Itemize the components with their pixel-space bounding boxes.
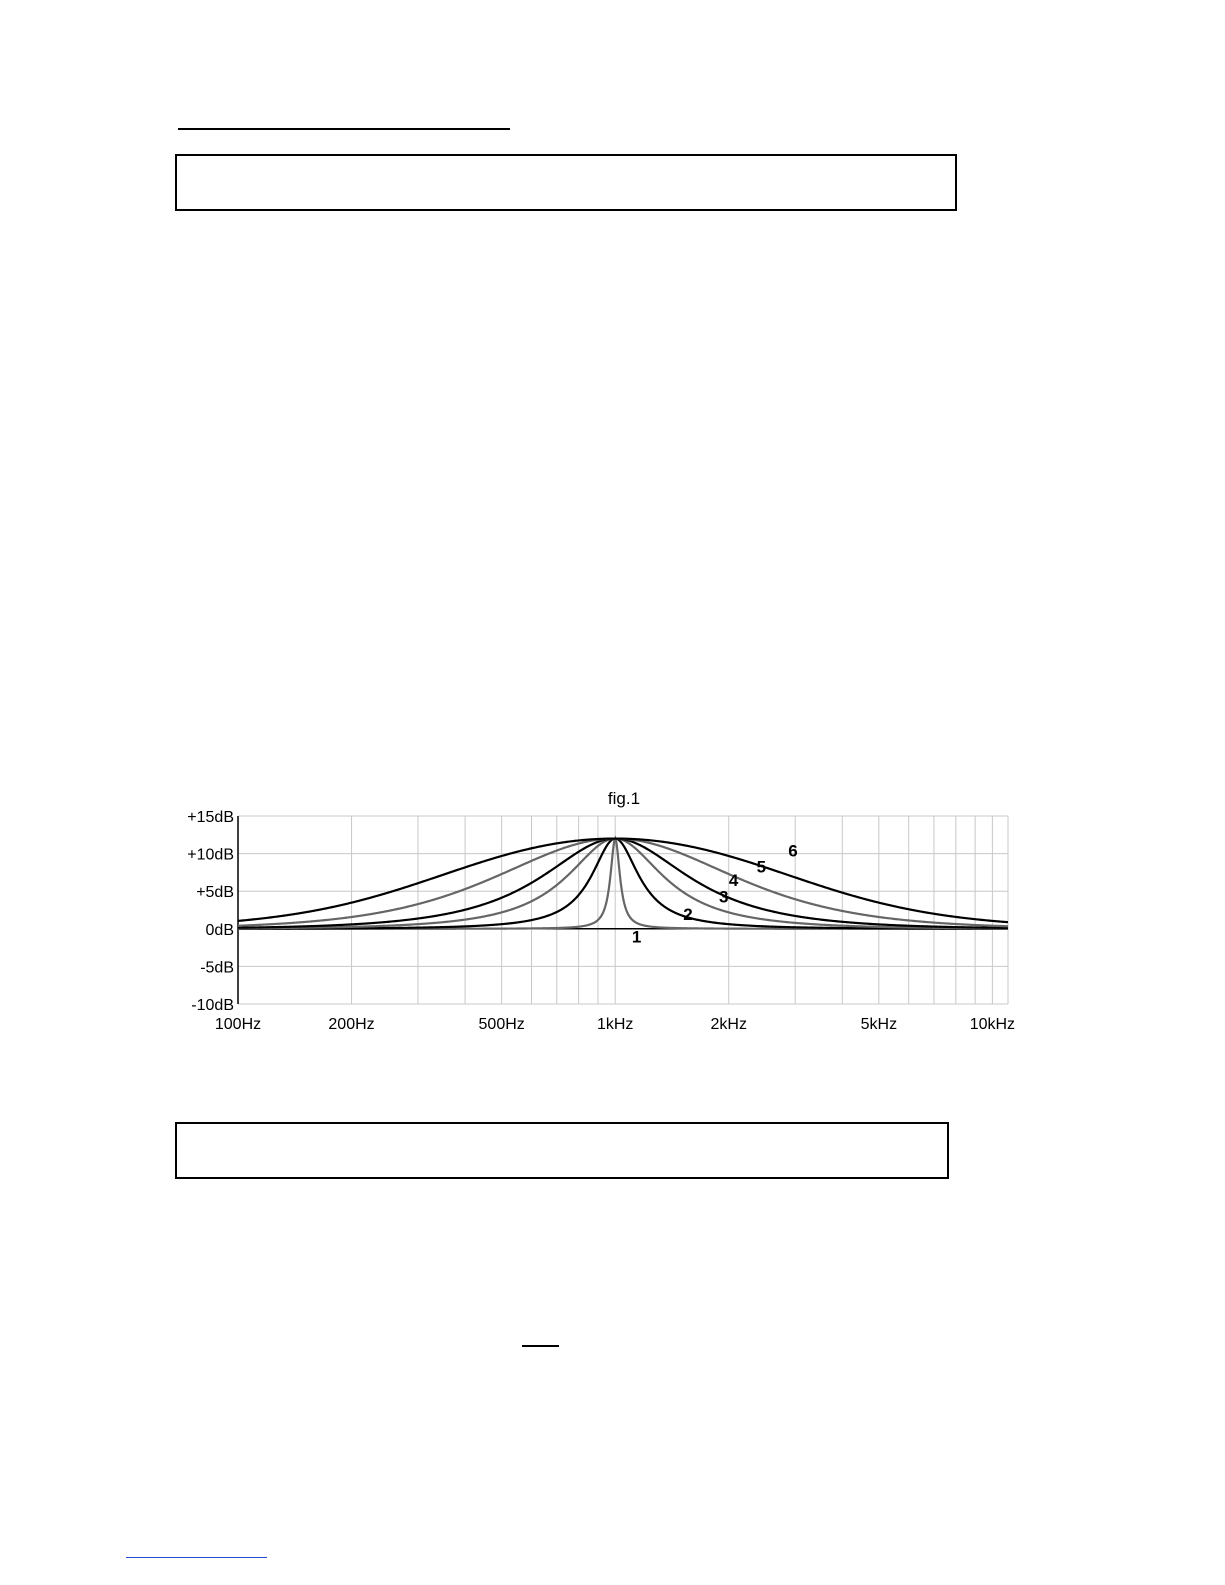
x-tick-label: 2kHz xyxy=(710,1016,747,1033)
x-tick-label: 100Hz xyxy=(214,1016,262,1033)
series-curve-5 xyxy=(238,839,1008,927)
series-labels xyxy=(632,842,798,947)
eq-frequency-response-chart xyxy=(170,780,1050,1050)
footer-link-underline xyxy=(126,1557,267,1558)
series-curve-6 xyxy=(238,839,1008,923)
series-label-3: 3 xyxy=(719,887,729,907)
y-axis-labels xyxy=(187,809,234,1014)
series-label-5: 5 xyxy=(756,857,767,877)
y-tick-label: 0dB xyxy=(205,921,234,939)
y-tick-label: +5dB xyxy=(196,884,234,902)
formula-fraction-bar xyxy=(522,1345,559,1347)
x-axis-labels xyxy=(215,1016,1015,1033)
chart-title: fig.1 xyxy=(607,789,641,808)
x-tick-label: 10kHz xyxy=(969,1016,1016,1033)
x-tick-label: 200Hz xyxy=(328,1016,375,1033)
chart-series xyxy=(238,839,1008,929)
series-curve-1 xyxy=(238,839,1008,929)
upper-heading-box xyxy=(175,154,957,211)
x-tick-label: 500Hz xyxy=(478,1016,525,1033)
series-curve-2 xyxy=(238,839,1008,929)
series-label-4: 4 xyxy=(728,870,739,890)
series-label-6: 6 xyxy=(788,841,798,861)
heading-underline xyxy=(178,128,510,130)
x-tick-label: 1kHz xyxy=(596,1016,634,1033)
series-label-1: 1 xyxy=(631,927,642,947)
x-tick-label: 5kHz xyxy=(860,1016,898,1033)
series-curve-4 xyxy=(238,839,1008,928)
y-tick-label: +10dB xyxy=(187,846,234,864)
lower-heading-box xyxy=(175,1122,949,1179)
y-tick-label: -5dB xyxy=(200,959,234,977)
y-tick-label: +15dB xyxy=(187,809,234,826)
series-curve-3 xyxy=(238,839,1008,929)
y-tick-label: -10dB xyxy=(191,997,234,1014)
series-label-2: 2 xyxy=(683,904,693,924)
